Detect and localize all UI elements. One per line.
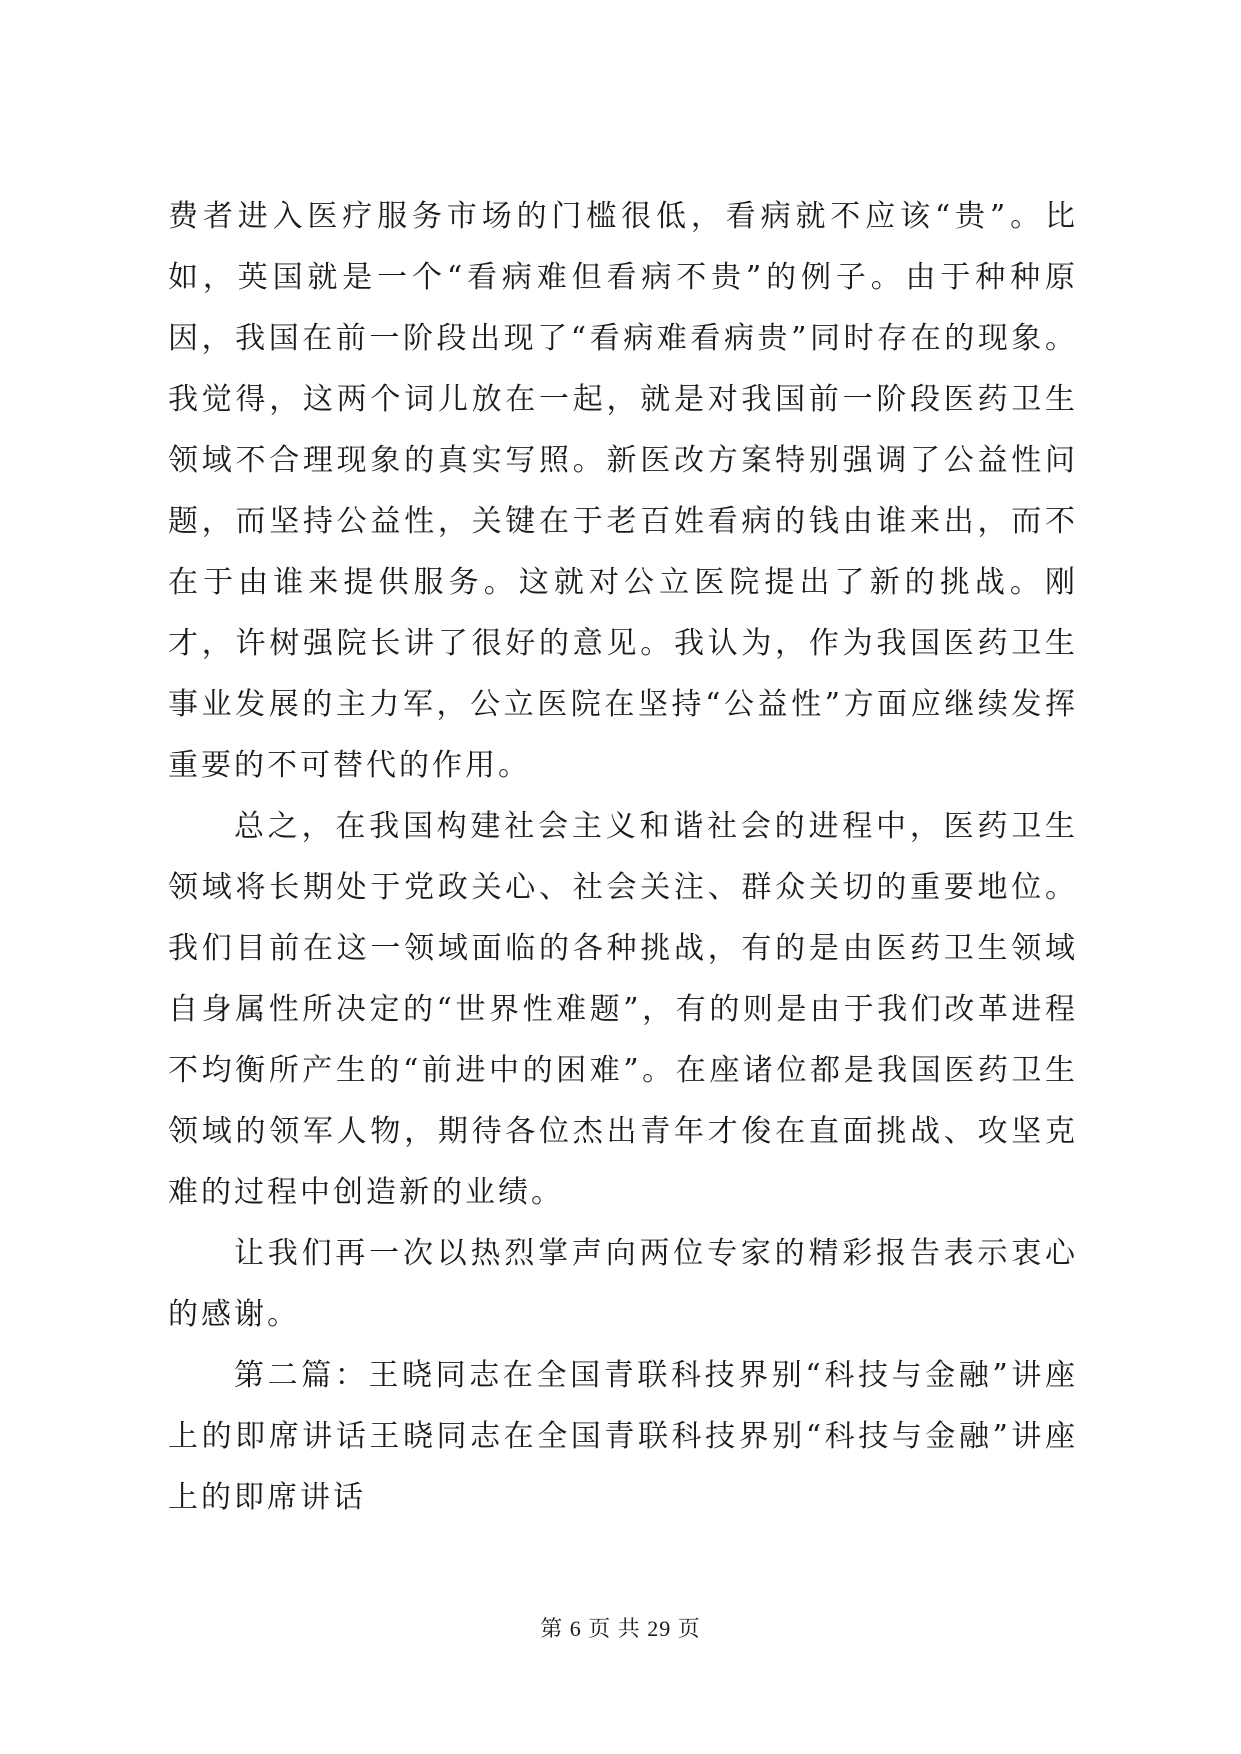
paragraph-thanks: 让我们再一次以热烈掌声向两位专家的精彩报告表示衷心的感谢。 [168,1236,1078,1332]
page-number-footer: 第 6 页 共 29 页 [540,1616,701,1641]
paragraph-summary: 总之，在我国构建社会主义和谐社会的进程中，医药卫生领域将长期处于党政关心、社会关注、群众关切的重要地位。我们目前在这一领域面临的各种挑战，有的是由医药卫生领域自身属性所决定的“世界性难题”，有的则是由于我们改革进程不均衡所产生的“前进中的困难”。在座诸位都是我国医药卫生领域的领军人物，期待各位杰出青年才俊在直面挑战、攻坚克难的过程中创造新的业绩。 [168,809,1078,1210]
document-body [168,186,1078,1528]
paragraph-second-article-title: 第二篇：王晓同志在全国青联科技界别“科技与金融”讲座上的即席讲话王晓同志在全国青联科技界别“科技与金融”讲座上的即席讲话 [168,1358,1078,1515]
paragraph-continuation: 费者进入医疗服务市场的门槛很低，看病就不应该“贵”。比如，英国就是一个“看病难但看病不贵”的例子。由于种种原因，我国在前一阶段出现了“看病难看病贵”同时存在的现象。我觉得，这两个词儿放在一起，就是对我国前一阶段医药卫生领域不合理现象的真实写照。新医改方案特别强调了公益性问题，而坚持公益性，关键在于老百姓看病的钱由谁来出，而不在于由谁来提供服务。这就对公立医院提出了新的挑战。刚才，许树强院长讲了很好的意见。我认为，作为我国医药卫生事业发展的主力军，公立医院在坚持“公益性”方面应继续发挥重要的不可替代的作用。 [168,199,1078,783]
